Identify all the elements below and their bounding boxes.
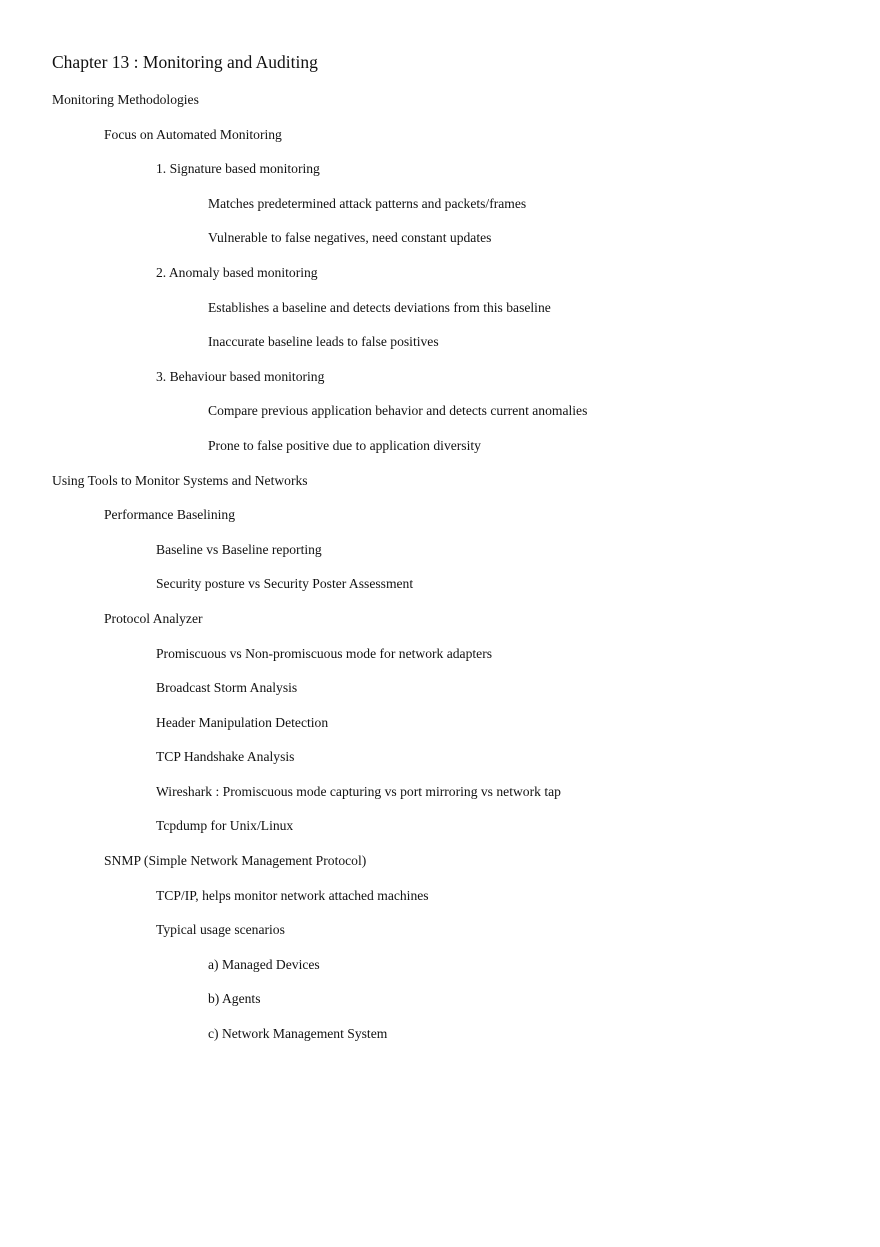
outline-line-level-2: 1. Signature based monitoring [156,161,320,177]
outline-line-level-1: Protocol Analyzer [104,610,203,626]
outline-line-level-3: c) Network Management System [208,1026,388,1042]
outline-line-level-2: 3. Behaviour based monitoring [156,368,325,384]
outline-line-level-2: Wireshark : Promiscuous mode capturing vs port mirroring vs network tap [156,783,561,799]
outline-line-level-2: Baseline vs Baseline reporting [156,541,322,557]
outline-line-level-1: Performance Baselining [104,507,235,523]
outline-line-level-3: b) Agents [208,991,261,1007]
outline-line-level-2: Tcpdump for Unix/Linux [156,818,294,834]
outline-line-level-3: a) Managed Devices [208,956,320,972]
outline-line-level-2: Security posture vs Security Poster Assessment [156,576,414,592]
outline-list [0,90,587,1059]
outline-line-level-0: Using Tools to Monitor Systems and Networks [52,472,308,488]
outline-line-level-2: TCP/IP, helps monitor network attached machines [156,887,429,903]
outline-line-level-3: Inaccurate baseline leads to false positives [208,334,439,350]
outline-line-level-1: Focus on Automated Monitoring [104,126,282,142]
outline-line-level-2: 2. Anomaly based monitoring [156,264,318,280]
outline-line-level-3: Establishes a baseline and detects deviations from this baseline [208,299,551,315]
outline-line-level-3: Matches predetermined attack patterns and packets/frames [208,195,527,211]
outline-line-level-2: Header Manipulation Detection [156,714,329,730]
outline-line-level-3: Vulnerable to false negatives, need constant updates [208,230,492,246]
outline-line-level-0: Monitoring Methodologies [52,92,199,107]
page-title: Chapter 13 : Monitoring and Auditing [52,52,318,72]
outline-line-level-2: Typical usage scenarios [156,922,285,938]
outline-line-level-2: TCP Handshake Analysis [156,749,295,765]
outline-line-level-2: Broadcast Storm Analysis [156,680,298,696]
outline-line-level-1: SNMP (Simple Network Management Protocol) [104,853,367,869]
outline-line-level-3: Prone to false positive due to application diversity [208,437,481,453]
outline-line-level-2: Promiscuous vs Non-promiscuous mode for network adapters [156,645,493,661]
outline-line-level-3: Compare previous application behavior and detects current anomalies [208,403,588,419]
